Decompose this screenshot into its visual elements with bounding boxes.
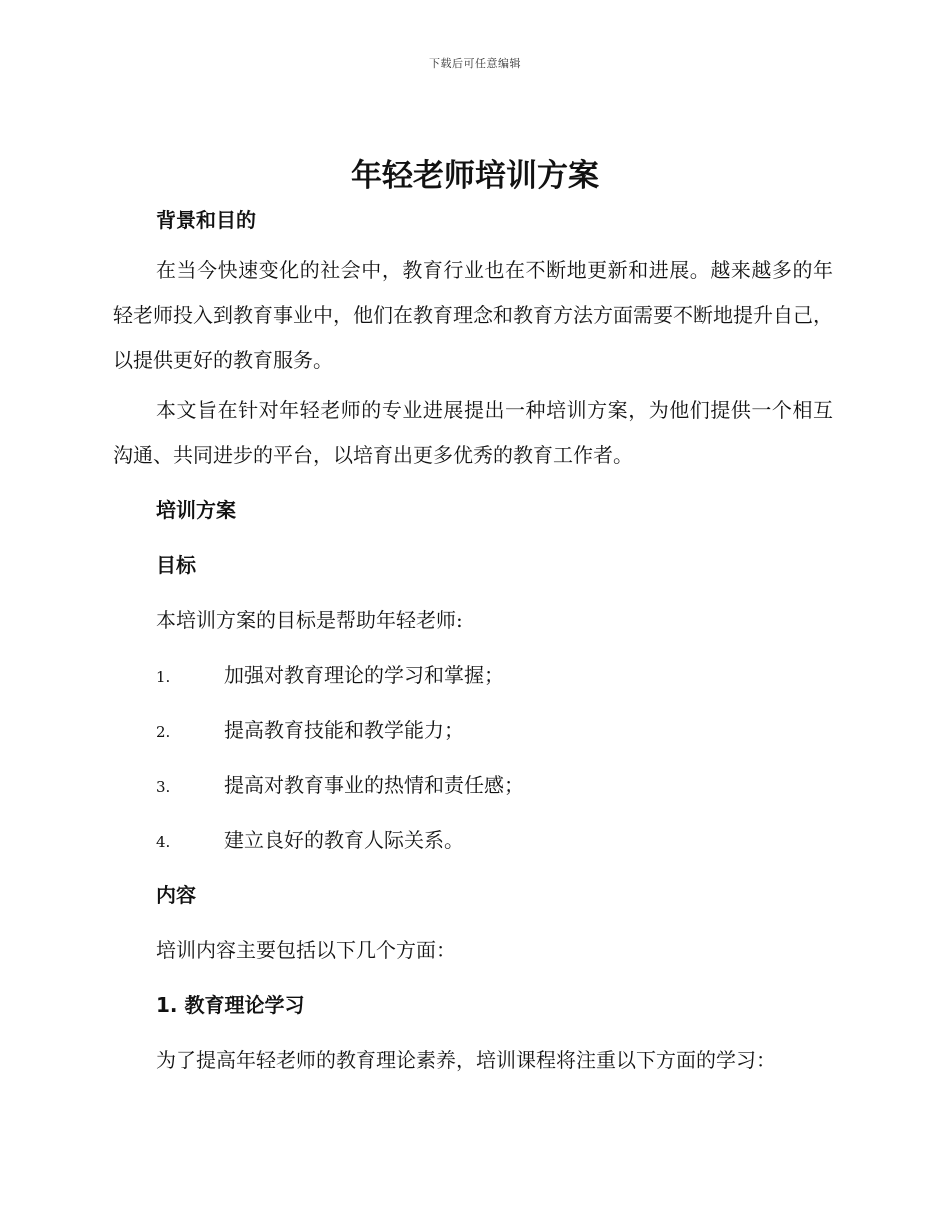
goal-text: 提高对教育事业的热情和责任感； bbox=[224, 773, 524, 797]
section-heading-background: 背景和目的 bbox=[156, 208, 256, 232]
document-body bbox=[113, 200, 833, 1080]
goal-intro: 本培训方案的目标是帮助年轻老师: bbox=[156, 608, 463, 632]
section-heading-content: 内容 bbox=[156, 883, 196, 907]
background-paragraph-2: 本文旨在针对年轻老师的专业进展提出一种培训方案，为他们提供一个相互沟通、共同进步的平台，以培育出更多优秀的教育工作者。 bbox=[113, 398, 833, 467]
goal-number: 1. bbox=[156, 668, 171, 686]
header-note: 下载后可任意编辑 bbox=[429, 57, 521, 70]
goal-list-item bbox=[113, 820, 833, 875]
background-paragraph-1: 在当今快速变化的社会中，教育行业也在不断地更新和进展。越来越多的年轻老师投入到教育事业中，他们在教育理念和教育方法方面需要不断地提升自己，以提供更好的教育服务。 bbox=[113, 258, 833, 372]
goal-list-item bbox=[113, 655, 833, 710]
goal-list-item bbox=[113, 765, 833, 820]
content-intro: 培训内容主要包括以下几个方面： bbox=[156, 938, 456, 962]
goal-list-item bbox=[113, 710, 833, 765]
document-title: 年轻老师培训方案 bbox=[351, 158, 599, 194]
goal-text: 提高教育技能和教学能力； bbox=[224, 718, 464, 742]
section-heading-goal: 目标 bbox=[156, 553, 196, 577]
goal-text: 建立良好的教育人际关系。 bbox=[224, 828, 464, 852]
goal-number: 2. bbox=[156, 723, 171, 741]
theory-intro: 为了提高年轻老师的教育理论素养，培训课程将注重以下方面的学习： bbox=[156, 1048, 776, 1072]
goal-number: 3. bbox=[156, 778, 171, 796]
goal-text: 加强对教育理论的学习和掌握； bbox=[224, 663, 504, 687]
section-heading-theory: 1. 教育理论学习 bbox=[156, 993, 305, 1017]
goal-number: 4. bbox=[156, 833, 171, 851]
section-heading-plan: 培训方案 bbox=[156, 498, 236, 522]
goal-list bbox=[113, 655, 833, 875]
